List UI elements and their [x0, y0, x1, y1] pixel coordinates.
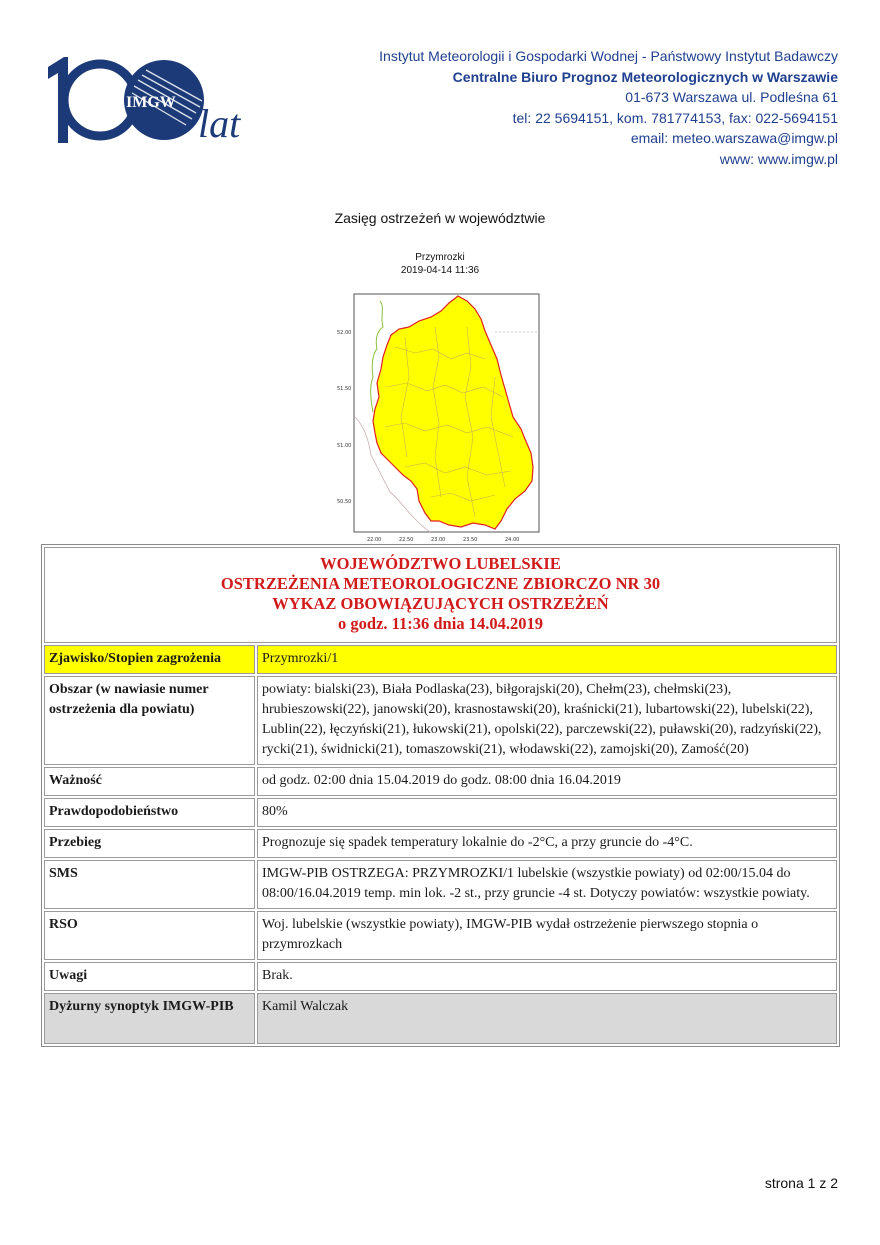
table-row [44, 798, 837, 827]
row-label: Ważność [44, 767, 255, 796]
page-number: strona 1 z 2 [764, 1175, 838, 1191]
x-tick-label: 22.50 [399, 537, 414, 543]
row-value: IMGW-PIB OSTRZEGA: PRZYMROZKI/1 lubelskie (wszystkie powiaty) od 02:00/15.04 do 08:00/16.04.2019 temp. min lok. -2 st., przy gruncie -4 st. Dotyczy powiatów: wszystkie powiaty. [257, 860, 837, 909]
table-title [44, 547, 837, 643]
warning-map [335, 287, 547, 547]
row-label: Dyżurny synoptyk IMGW-PIB [44, 993, 255, 1044]
warnings-table [41, 544, 840, 1047]
map-caption-title: Przymrozki [415, 252, 465, 263]
svg-text:lat: lat [198, 101, 241, 146]
x-tick-label: 22.00 [367, 537, 382, 543]
table-row [44, 767, 837, 796]
row-value: Woj. lubelskie (wszystkie powiaty), IMGW-PIB wydał ostrzeżenie pierwszego stopnia o przymrozkach [257, 911, 837, 960]
phone: tel: 22 5694151, kom. 781774153, fax: 022-5694151 [512, 109, 838, 126]
table-row [44, 911, 837, 960]
map-caption-time: 2019-04-14 11:36 [400, 265, 480, 276]
row-label: SMS [44, 860, 255, 909]
email: email: meteo.warszawa@imgw.pl [630, 130, 838, 146]
row-label: Prawdopodobieństwo [44, 798, 255, 827]
title-line: OSTRZEŻENIA METEOROLOGICZNE ZBIORCZO NR 30 [220, 574, 661, 593]
table-row [44, 829, 837, 858]
row-label: Uwagi [44, 962, 255, 991]
y-tick-label: 51.00 [337, 443, 352, 449]
y-tick-label: 51.50 [337, 386, 352, 392]
institute-name: Instytut Meteorologii i Gospodarki Wodnej - Państwowy Instytut Badawczy [379, 48, 838, 64]
x-tick-label: 23.50 [463, 537, 478, 543]
address: 01-673 Warszawa ul. Podleśna 61 [625, 89, 838, 105]
map-heading: Zasięg ostrzeżeń w województwie [334, 210, 546, 226]
row-value: Prognozuje się spadek temperatury lokalnie do -2°C, a przy gruncie do -4°C. [257, 829, 837, 858]
table-row [44, 676, 837, 765]
map-caption [0, 251, 880, 277]
row-label: Przebieg [44, 829, 255, 858]
title-line: WYKAZ OBOWIĄZUJĄCYCH OSTRZEŻEŃ [272, 594, 609, 613]
table-row [44, 860, 837, 909]
x-tick-label: 24.00 [505, 537, 520, 543]
row-value: Kamil Walczak [257, 993, 837, 1044]
y-tick-label: 52.00 [337, 330, 352, 336]
table-row [44, 962, 837, 991]
table-row [44, 993, 837, 1044]
table-row [44, 645, 837, 674]
row-label: Obszar (w nawiasie numer ostrzeżenia dla powiatu) [44, 676, 255, 765]
row-value: Przymrozki/1 [257, 645, 837, 674]
institute-header [379, 46, 838, 169]
title-line: WOJEWÓDZTWO LUBELSKIE [320, 554, 561, 573]
bureau-name: Centralne Biuro Prognoz Meteorologicznych w Warszawie [452, 68, 838, 85]
imgw-100-lat-logo [46, 55, 266, 150]
row-value: od godz. 02:00 dnia 15.04.2019 do godz. 08:00 dnia 16.04.2019 [257, 767, 837, 796]
website: www: www.imgw.pl [719, 150, 838, 167]
row-value: Brak. [257, 962, 837, 991]
svg-text:IMGW: IMGW [126, 94, 176, 111]
row-label: RSO [44, 911, 255, 960]
title-line: o godz. 11:36 dnia 14.04.2019 [338, 614, 543, 633]
y-tick-label: 50.50 [337, 499, 352, 505]
row-value: 80% [257, 798, 837, 827]
row-label: Zjawisko/Stopien zagrożenia [44, 645, 255, 674]
row-value: powiaty: bialski(23), Biała Podlaska(23), biłgorajski(20), Chełm(23), chełmski(23), hrubieszowski(22), janowski(20), krasnostawski(20), kraśnicki(21), lubartowski(22), lubelski(22), Lublin(22), łęczyński(21), łukowski(21), opolski(22), parczewski(22), puławski(20), radzyński(22), rycki(21), świdnicki(21), tomaszowski(21), włodawski(22), zamojski(20), Zamość(20) [257, 676, 837, 765]
x-tick-label: 23.00 [431, 537, 446, 543]
